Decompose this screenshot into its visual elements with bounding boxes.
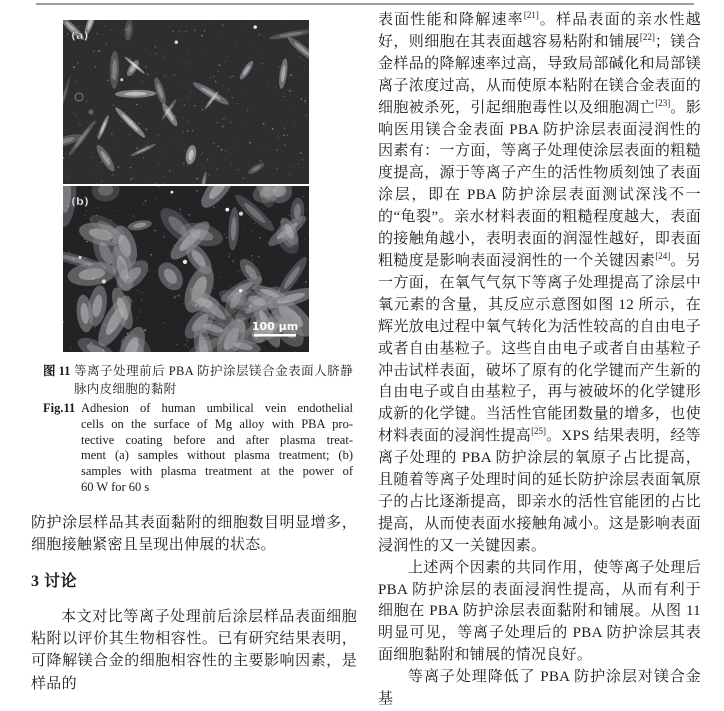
left-body-text: [31, 512, 357, 695]
caption-en-line: cells on the surface of Mg alloy with PBA pro-: [81, 417, 353, 433]
scale-bar: [252, 320, 298, 337]
scale-bar-label: 100 μm: [252, 320, 298, 333]
caption-en-line: 60 W for 60 s: [81, 480, 353, 496]
paragraph: 上述两个因素的共同作用，使等离子处理后 PBA 防护涂层的表面浸润性提高，从而有利于细胞在 PBA 防护涂层表面黏附和铺展。从图 11 明显可见，等离子处理后的 PBA 防护涂层其表面细胞黏附和铺展的情况良好。: [378, 558, 701, 668]
caption-en-line: samples with plasma treatment at the power of: [81, 464, 353, 480]
caption-en-line: ment (a) samples without plasma treatment; (b): [81, 448, 353, 464]
paragraph: 表面性能和降解速率[21]。样品表面的亲水性越好，则细胞在其表面越容易粘附和铺展[22]；镁合金样品的降解速率过高，导致局部碱化和局部镁离子浓度过高，从而使原本粘附在镁合金表面的细胞被杀死，引起细胞毒性以及细胞凋亡[23]。影响医用镁合金表面 PBA 防护涂层表面浸润性的因素有：一方面，等离子处理使涂层表面的粗糙度提高，源于等离子产生的活性物质刻蚀了表面涂层，即在 PBA 防护涂层表面测试深浅不一的“龟裂”。亲水材料表面的粗糙程度越大，表面的接触角越小，表明表面的润湿性越好，即表面粗糙度是影响表面浸润性的一个关键因素[24]。另一方面，在氧气气氛下等离子处理提高了涂层中氧元素的含量，其反应示意图如图 12 所示，在辉光放电过程中氧气转化为活性较高的自由电子或者自由基粒子。这些自由电子或者自由基粒子冲击试样表面，破坏了原有的化学键而产生新的自由电子或自由基粒子，再与被破坏的化学键形成新的化学键。当活性官能团数量的增多，也使材料表面的浸润性提高[25]。XPS 结果表明，经等离子处理的 PBA 防护涂层的氧原子占比提高，且随着等离子处理时间的延长防护涂层表面氧原子的占比逐渐提高，即亲水的活性官能团的占比提高，从而使表面水接触角减小。这是影响表面浸润性的又一关键因素。: [378, 10, 701, 558]
caption-en-line: Adhesion of human umbilical vein endothelial: [81, 401, 353, 417]
caption-zh: [43, 362, 353, 398]
section-heading-discussion: 3 讨论: [31, 571, 357, 593]
paragraph-discussion: 本文对比等离子处理前后涂层样品表面细胞粘附以评价其生物相容性。已有研究结果表明，可降解镁合金的细胞相容性的主要影响因素，是样品的: [31, 606, 357, 695]
left-column: [31, 0, 357, 695]
caption-en-line: tective coating before and after plasma treat-: [81, 433, 353, 449]
caption-zh-text: 等离子处理前后 PBA 防护涂层镁合金表面人脐静脉内皮细胞的黏附: [74, 362, 353, 398]
micrograph-panel-a: [63, 20, 309, 184]
caption-en-label: Fig.11: [43, 401, 81, 496]
panel-a-label: (a): [71, 29, 88, 42]
figure-caption: [43, 362, 353, 496]
right-column: [378, 10, 701, 711]
paragraph-continuation: 防护涂层样品其表面黏附的细胞数目明显增多，细胞接触紧密且呈现出伸展的状态。: [31, 512, 357, 557]
micrograph-panel-b: [63, 186, 309, 352]
caption-en-lines: [81, 401, 353, 496]
figure-11-micrographs: [63, 20, 309, 352]
scale-bar-line: [254, 334, 296, 337]
caption-zh-label: 图 11: [43, 362, 74, 398]
caption-en: [43, 401, 353, 496]
paragraph: 等离子处理降低了 PBA 防护涂层对镁合金基: [378, 667, 701, 711]
panel-b-label: (b): [71, 195, 89, 208]
